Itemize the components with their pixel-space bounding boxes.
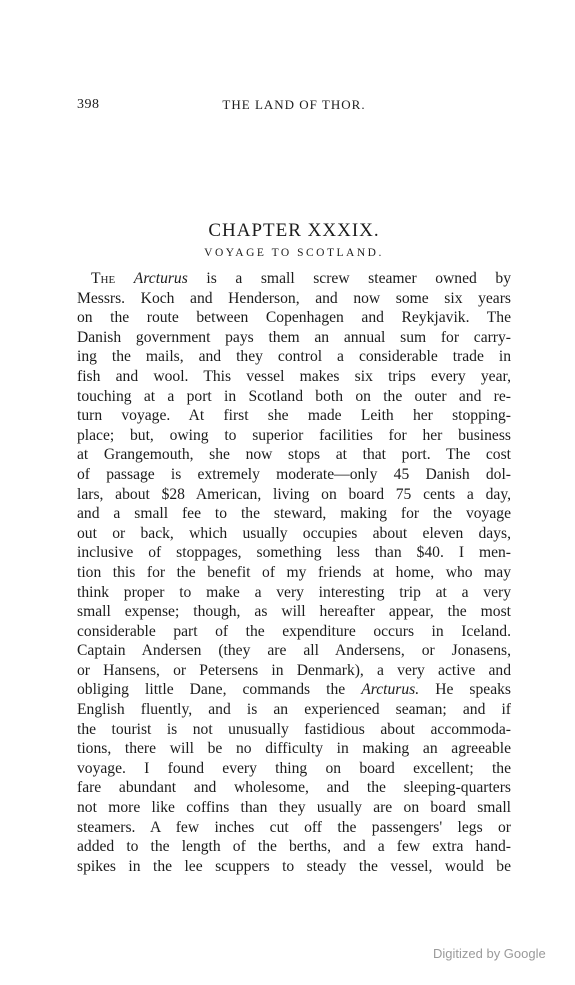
chapter-title: CHAPTER XXXIX. <box>208 220 380 241</box>
text-line: inclusive of stoppages, something less than $40. I men- <box>77 544 511 562</box>
page-number: 398 <box>77 97 100 112</box>
text-line: think proper to make a very interesting trip at a very <box>77 583 511 601</box>
page-header <box>77 97 511 117</box>
chapter-subtitle: VOYAGE TO SCOTLAND. <box>204 247 384 259</box>
text-line: Captain Andersen (they are all Andersens, or Jonasens, <box>77 642 511 660</box>
text-line: spikes in the lee scuppers to steady the vessel, would be <box>77 857 511 875</box>
text-line: not more like coffins than they usually are on board small <box>77 799 511 817</box>
text-line: tions, there will be no difficulty in making an agreeable <box>77 740 511 758</box>
ship-name: Arcturus <box>133 270 188 287</box>
line-22-after: He speaks <box>419 681 511 699</box>
text-line: and a small fee to the steward, making for the voyage <box>77 505 511 523</box>
ship-name: Arcturus. <box>361 681 420 699</box>
text-line: place; but, owing to superior facilities for her business <box>77 426 511 444</box>
text-line: turn voyage. At first she made Leith her stopping- <box>77 407 511 425</box>
line-22-before: obliging little Dane, commands the <box>77 681 362 699</box>
drop-word: The <box>91 270 116 287</box>
running-title: THE LAND OF THOR. <box>222 97 366 112</box>
text-line: lars, about $28 American, living on board 75 cents a day, <box>77 485 511 503</box>
text-line: considerable part of the expenditure occurs in Iceland. <box>77 622 511 640</box>
text-line: touching at a port in Scotland both on the outer and re- <box>77 387 511 405</box>
text-line: fare abundant and wholesome, and the sleeping-quarters <box>77 779 511 797</box>
digitized-watermark: Digitized by Google <box>433 946 546 961</box>
text-line: fish and wool. This vessel makes six trips every year, <box>77 367 511 385</box>
text-line: Danish government pays them an annual sum for carry- <box>77 328 511 346</box>
text-line: or Hansens, or Petersens in Denmark), a very active and <box>77 661 511 679</box>
text-line: at Grangemouth, she now stops at that port. The cost <box>77 446 511 464</box>
text-line: out or back, which usually occupies about eleven days, <box>77 524 511 542</box>
text-line: steamers. A few inches cut off the passengers' legs or <box>77 818 511 836</box>
text-line: voyage. I found every thing on board excellent; the <box>77 759 511 777</box>
text-line: small expense; though, as will hereafter appear, the most <box>77 603 511 621</box>
text-line: ing the mails, and they control a considerable trade in <box>77 348 511 366</box>
text-line: the tourist is not unusually fastidious about accommoda- <box>77 720 511 738</box>
text-line: on the route between Copenhagen and Reykjavik. The <box>77 309 511 327</box>
text-line: tion this for the benefit of my friends at home, who may <box>77 563 511 581</box>
text-line-1 <box>77 269 511 289</box>
text-line: Messrs. Koch and Henderson, and now some six years <box>77 289 511 307</box>
text-line: of passage is extremely moderate—only 45 Danish dol- <box>77 465 511 483</box>
text-line-22 <box>77 680 511 700</box>
first-line-rest: is a small screw steamer owned by <box>187 270 511 287</box>
text-line: added to the length of the berths, and a few extra hand- <box>77 838 511 856</box>
text-line: English fluently, and is an experienced seaman; and if <box>77 701 511 719</box>
body-text <box>77 269 511 876</box>
